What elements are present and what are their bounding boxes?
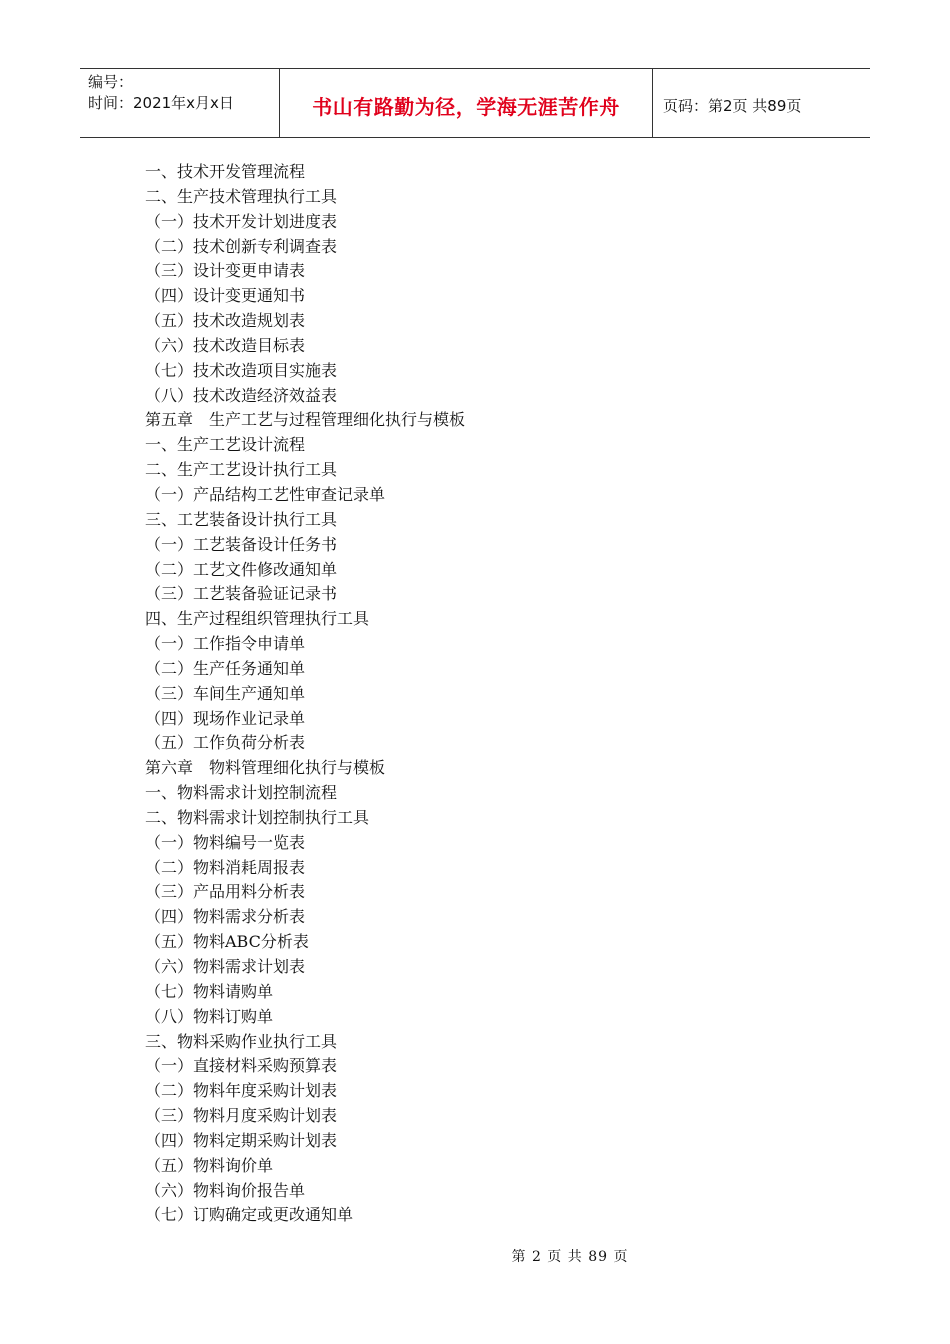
header-motto: 书山有路勤为径，学海无涯苦作舟 xyxy=(280,69,653,137)
toc-entry: （一）技术开发计划进度表 xyxy=(145,211,338,231)
toc-entry: （五）工作负荷分析表 xyxy=(145,733,306,753)
toc-entry: （五）物料ABC分析表 xyxy=(145,932,309,952)
toc-entry: （一）工作指令申请单 xyxy=(145,634,306,654)
toc-entry: （三）产品用料分析表 xyxy=(145,882,306,902)
toc-entry: （二）工艺文件修改通知单 xyxy=(145,559,338,579)
toc-entry: 二、生产工艺设计执行工具 xyxy=(145,460,338,480)
toc-entry: （三）车间生产通知单 xyxy=(145,683,306,703)
toc-entry: （三）物料月度采购计划表 xyxy=(145,1106,338,1126)
serial-label: 编号： xyxy=(88,73,134,91)
toc-entry: 三、物料采购作业执行工具 xyxy=(145,1031,338,1051)
toc-entry: （四）物料需求分析表 xyxy=(145,907,306,927)
page-header xyxy=(80,68,870,138)
toc-entry: （二）物料年度采购计划表 xyxy=(145,1081,338,1101)
table-of-contents xyxy=(145,160,465,1228)
toc-entry: （五）物料询价单 xyxy=(145,1155,274,1175)
toc-entry: （二）物料消耗周报表 xyxy=(145,857,306,877)
toc-entry: 一、物料需求计划控制流程 xyxy=(145,783,338,803)
header-meta xyxy=(80,69,280,137)
toc-entry: （一）产品结构工艺性审查记录单 xyxy=(145,484,386,504)
toc-entry: （二）生产任务通知单 xyxy=(145,658,306,678)
toc-entry: （七）技术改造项目实施表 xyxy=(145,360,338,380)
toc-entry: 二、物料需求计划控制执行工具 xyxy=(145,807,370,827)
toc-entry: 第六章 物料管理细化执行与模板 xyxy=(145,758,386,778)
toc-entry: （三）工艺装备验证记录书 xyxy=(145,584,338,604)
time-label: 时间：2021年x月x日 xyxy=(88,94,234,112)
toc-entry: （一）直接材料采购预算表 xyxy=(145,1056,338,1076)
toc-entry: （二）技术创新专利调查表 xyxy=(145,236,338,256)
toc-entry: （六）物料询价报告单 xyxy=(145,1180,306,1200)
toc-entry: （六）技术改造目标表 xyxy=(145,335,306,355)
toc-entry: 四、生产过程组织管理执行工具 xyxy=(145,609,370,629)
toc-entry: 三、工艺装备设计执行工具 xyxy=(145,509,338,529)
toc-entry: 二、生产技术管理执行工具 xyxy=(145,186,338,206)
toc-entry: （一）物料编号一览表 xyxy=(145,832,306,852)
toc-entry: （五）技术改造规划表 xyxy=(145,311,306,331)
toc-entry: （四）物料定期采购计划表 xyxy=(145,1130,338,1150)
toc-entry: （三）设计变更申请表 xyxy=(145,261,306,281)
toc-entry: 一、技术开发管理流程 xyxy=(145,162,306,181)
toc-entry: 一、生产工艺设计流程 xyxy=(145,435,306,455)
toc-entry: （八）技术改造经济效益表 xyxy=(145,385,338,405)
toc-entry: （八）物料订购单 xyxy=(145,1006,274,1026)
toc-entry: （四）现场作业记录单 xyxy=(145,708,306,728)
toc-entry: （四）设计变更通知书 xyxy=(145,286,306,306)
toc-entry: 第五章 生产工艺与过程管理细化执行与模板 xyxy=(145,410,466,430)
toc-entry: （六）物料需求计划表 xyxy=(145,957,306,976)
toc-entry: （七）物料请购单 xyxy=(145,981,274,1001)
header-page-info: 页码：第2页 共89页 xyxy=(663,96,802,115)
page-footer: 第 2 页 共 89 页 xyxy=(511,1249,629,1265)
toc-entry: （七）订购确定或更改通知单 xyxy=(145,1205,354,1225)
toc-entry: （一）工艺装备设计任务书 xyxy=(145,534,338,554)
